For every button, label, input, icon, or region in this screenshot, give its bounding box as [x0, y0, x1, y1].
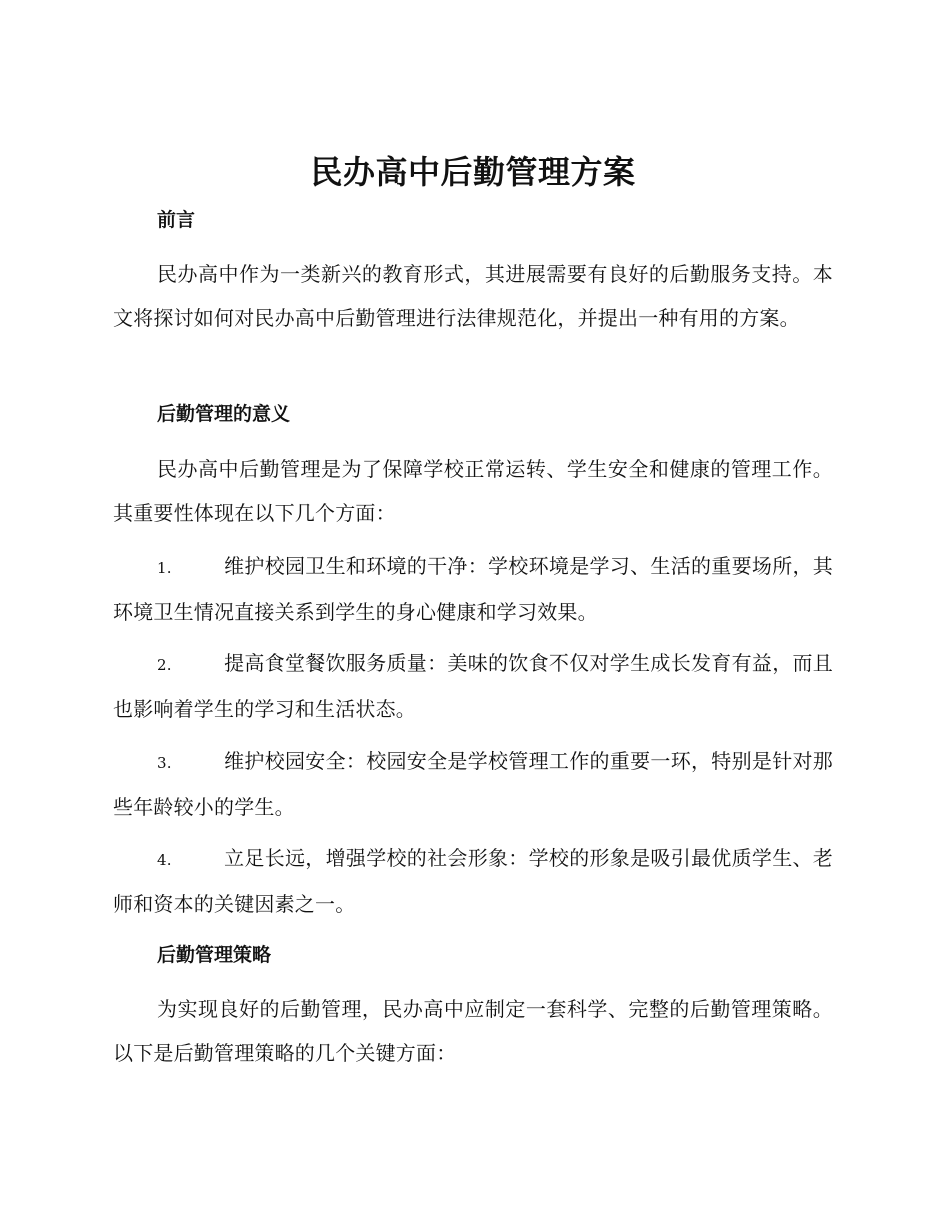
list-item — [113, 739, 833, 829]
list-item-number: 2. — [157, 656, 172, 674]
list-item-number: 1. — [157, 559, 172, 577]
strategy-paragraph: 为实现良好的后勤管理，民办高中应制定一套科学、完整的后勤管理策略。以下是后勤管理策略的几个关键方面： — [113, 997, 833, 1065]
list-item-text: 立足长远，增强学校的社会形象：学校的形象是吸引最优质学生、老师和资本的关键因素之一。 — [113, 846, 833, 916]
preface-paragraph: 民办高中作为一类新兴的教育形式，其进展需要有良好的后勤服务支持。本文将探讨如何对民办高中后勤管理进行法律规范化，并提出一种有用的方案。 — [113, 262, 833, 330]
list-item-text: 提高食堂餐饮服务质量：美味的饮食不仅对学生成长发育有益，而且也影响着学生的学习和生活状态。 — [113, 651, 833, 721]
list-item-number: 4. — [157, 851, 172, 869]
list-item — [113, 836, 833, 926]
list-item-text: 维护校园卫生和环境的干净：学校环境是学习、生活的重要场所，其环境卫生情况直接关系到学生的身心健康和学习效果。 — [113, 554, 833, 624]
list-item-text: 维护校园安全：校园安全是学校管理工作的重要一环，特别是针对那些年龄较小的学生。 — [113, 749, 833, 819]
significance-paragraph: 民办高中后勤管理是为了保障学校正常运转、学生安全和健康的管理工作。其重要性体现在以下几个方面： — [113, 457, 833, 525]
list-item-number: 3. — [157, 754, 172, 772]
section-heading-significance: 后勤管理的意义 — [157, 403, 291, 425]
document-title: 民办高中后勤管理方案 — [310, 153, 636, 191]
section-heading-preface: 前言 — [157, 209, 196, 231]
section-heading-strategy: 后勤管理策略 — [157, 944, 272, 966]
list-item — [113, 641, 833, 731]
list-item — [113, 544, 833, 634]
